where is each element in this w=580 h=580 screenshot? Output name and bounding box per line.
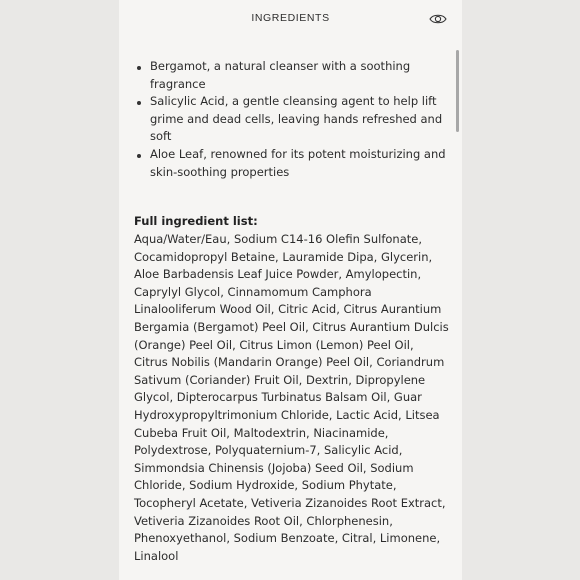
panel-title: INGREDIENTS	[251, 12, 330, 24]
list-item	[119, 146, 447, 181]
full-list-heading: Full ingredient list:	[134, 214, 258, 228]
bullet-icon	[137, 66, 141, 70]
list-item-text: Salicylic Acid, a gentle cleansing agent to help lift grime and dead cells, leaving hands refreshed and soft	[150, 94, 443, 144]
list-item	[119, 93, 447, 146]
key-ingredients-list	[119, 58, 449, 181]
list-item	[119, 58, 447, 93]
scrollbar-thumb[interactable]	[456, 50, 459, 132]
bullet-icon	[137, 154, 141, 158]
ingredients-content	[119, 58, 449, 563]
bullet-icon	[137, 101, 141, 105]
full-ingredient-list: Aqua/Water/Eau, Sodium C14-16 Olefin Sulfonate, Cocamidopropyl Betaine, Lauramide Dipa, Glycerin, Aloe Barbadensis Leaf Juice Powder, Amylopectin, Caprylyl Glycol, Cinnamomum Camphora Linalooliferum Wood Oil, Citric Acid, Citrus Aurantium Bergamia (Bergamot) Peel Oil, Citrus Aurantium Dulcis (Orange) Peel Oil, Citrus Limon (Lemon) Peel Oil, Citrus Nobilis (Mandarin Orange) Peel Oil, Coriandrum Sativum (Coriander) Fruit Oil, Dextrin, Dipropylene Glycol, Dipterocarpus Turbinatus Balsam Oil, Guar Hydroxypropyltrimonium Chloride, Lactic Acid, Litsea Cubeba Fruit Oil, Maltodextrin, Niacinamide, Polydextrose, Polyquaternium-7, Salicylic Acid, Simmondsia Chinensis (Jojoba) Seed Oil, Sodium Chloride, Sodium Hydroxide, Sodium Phytate, Tocopheryl Acetate, Vetiveria Zizanoides Root Extract, Vetiveria Zizanoides Root Oil, Chlorphenesin, Phenoxyethanol, Sodium Benzoate, Citral, Limonene, Linalool	[134, 232, 449, 563]
eye-icon-graphic	[429, 12, 447, 26]
panel-header	[119, 0, 462, 38]
ingredients-panel	[119, 0, 462, 580]
list-item-text: Bergamot, a natural cleanser with a soothing fragrance	[150, 59, 411, 91]
list-item-text: Aloe Leaf, renowned for its potent moisturizing and skin-soothing properties	[150, 146, 446, 179]
eye-icon[interactable]	[429, 12, 447, 26]
